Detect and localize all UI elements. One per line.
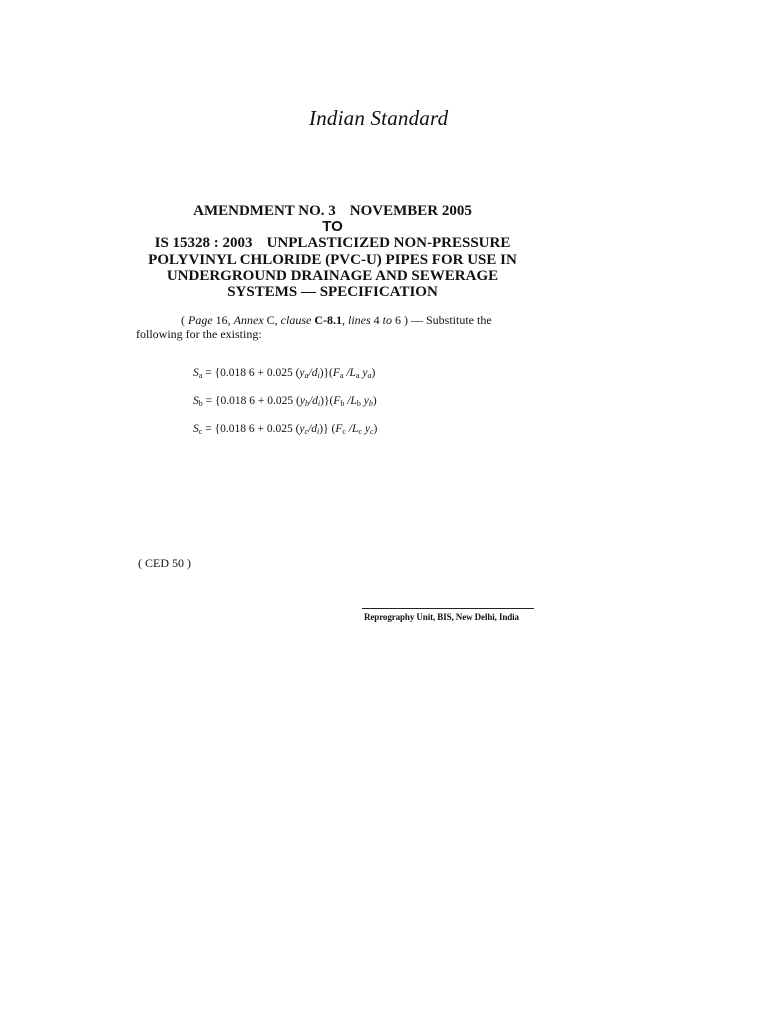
amendment-to: TO	[322, 218, 343, 236]
lines-to-label: to	[382, 313, 392, 327]
footer-divider	[362, 608, 534, 609]
instruction-close: 6 ) — Substitute the	[392, 313, 492, 327]
standard-number-line	[120, 235, 545, 251]
standard-number: IS 15328 : 2003	[154, 235, 253, 252]
instruction-open-paren: (	[181, 313, 188, 327]
printer-imprint: Reprography Unit, BIS, New Delhi, India	[364, 612, 519, 622]
committee-reference: ( CED 50 )	[138, 556, 191, 570]
page-label: Page	[188, 313, 213, 327]
formula-sb: $S_b = \{0.018$ 6 + 0.025 $(y_b/d_i)\}(F_b$ $/L_b$ $y_b$)	[193, 395, 377, 408]
formula-sa: $S_a = \{0.018$ 6 + 0.025 $(y_a/d_i)\}(F_a$ $/L_a$ $y_a$)	[193, 367, 376, 380]
standard-subject-start: UNPLASTICIZED NON-PRESSURE	[266, 235, 511, 252]
standard-subject-line-3: UNDERGROUND DRAINAGE AND SEWERAGE	[166, 267, 499, 284]
clause-label: clause	[280, 313, 312, 327]
lines-label: lines	[347, 313, 371, 327]
standard-title: Indian Standard	[309, 106, 449, 130]
page-number: 16,	[212, 313, 234, 327]
instruction-line-1: ( Page 16, Annex C, clause C-8.1, lines 4 to 6 ) — Substitute the	[181, 313, 492, 327]
amendment-number-line	[120, 203, 545, 219]
standard-subject-line-4: SYSTEMS — SPECIFICATION	[227, 284, 438, 301]
amendment-instruction	[136, 313, 536, 341]
amendment-date: NOVEMBER 2005	[349, 203, 472, 219]
lines-from: 4	[370, 313, 383, 327]
standard-subject-line-2: POLYVINYL CHLORIDE (PVC-U) PIPES FOR USE IN	[148, 251, 517, 268]
annex-value: C,	[263, 313, 281, 327]
instruction-line-2: following for the existing:	[136, 327, 262, 341]
amendment-heading	[120, 203, 545, 300]
annex-label: Annex	[233, 313, 264, 327]
formula-sc: $S_c = \{0.018$ 6 + 0.025 $(y_c/d_i)$} ($F_c$ $/L_c$ $y_c$)	[193, 423, 378, 436]
amendment-number: AMENDMENT NO. 3	[193, 203, 336, 219]
clause-value: C-8.1	[314, 313, 342, 327]
